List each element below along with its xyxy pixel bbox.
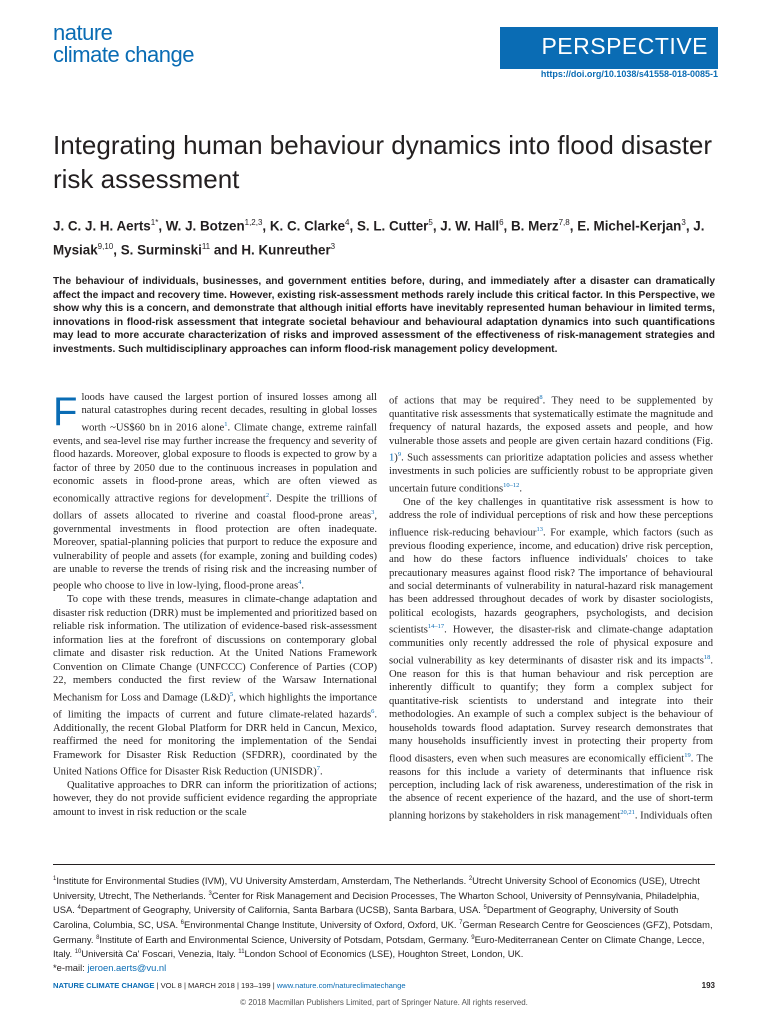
body-paragraph: Floods have caused the largest portion of insured losses among all natural catastrophes during recent decades, resulting in global losses worth ~US$60 bn in 2016 alone$^1$. Climate change, extreme rainfall events, and sea-level rise may further increase the frequency and severity of flood hazards. Moreover, global exposure to floods is expected to grow by a factor of three by 2050 due to the continuous increases in population and economic assets in flood-prone areas, which are often viewed as economically attractive regions for development$^2$. Despite the trillions of dollars of assets allocated to riverine and coastal flood-prone areas$^3$, governmental investments in flood protection are often inadequate. Moreover, spatial-planning policies that purport to reduce the exposure and vulnerability of people and assets (for example, zoning and building codes) are unable to reverse the trends of rising risk and the increasing number of people who choose to live in low-lying, flood-prone areas$^4$. <box>53 390 377 593</box>
affiliation-number: 9 <box>471 934 475 941</box>
figure-link[interactable]: 1 <box>389 452 395 464</box>
reference-mark[interactable]: 20,21 <box>620 808 635 816</box>
affiliation-number: 1 <box>53 876 57 882</box>
author-affiliation-mark: 4 <box>345 218 350 227</box>
body-column-left <box>53 391 377 819</box>
body-paragraph: Qualitative approaches to DRR can inform the prioritization of actions; however, they do not provide sufficient evidence regarding the appropriate amount to invest in risk reduction or the scale <box>53 779 377 818</box>
affiliation-number: 8 <box>96 934 100 941</box>
affiliation-number: 6 <box>180 919 184 926</box>
reference-mark[interactable]: 3 <box>371 508 375 516</box>
reference-mark[interactable]: 19 <box>684 751 691 759</box>
affiliation-number: 10 <box>74 949 82 956</box>
reference-mark[interactable]: 9 <box>397 451 402 459</box>
author-name: J. C. J. H. Aerts <box>53 218 151 234</box>
logo-line-2: climate change <box>53 42 194 67</box>
section-label: PERSPECTIVE <box>541 33 708 59</box>
author-affiliation-mark: 7,8 <box>558 218 570 227</box>
author-affiliation-mark: 3 <box>330 242 336 252</box>
drop-cap: F <box>53 390 78 434</box>
reference-mark[interactable]: 8 <box>539 394 543 401</box>
affiliation-divider <box>53 864 715 865</box>
author-name: E. Michel-Kerjan <box>577 218 682 234</box>
author-affiliation-mark: 6 <box>499 218 504 227</box>
journal-logo[interactable] <box>53 22 194 66</box>
logo-line-1: nature <box>53 20 113 45</box>
author-affiliation-mark: 3 <box>681 218 686 227</box>
reference-mark[interactable]: 4 <box>298 579 302 587</box>
article-title: Integrating human behaviour dynamics into flood disaster risk assessment <box>53 130 713 194</box>
reference-mark[interactable]: 10–12 <box>503 481 520 489</box>
affiliation-number: 3 <box>208 890 212 897</box>
affiliation-number: 4 <box>77 905 81 912</box>
reference-mark[interactable]: 14–17 <box>427 623 445 631</box>
author-name: J. Mysiak <box>53 218 705 258</box>
body-paragraph: One of the key challenges in quantitative risk assessment is how to address the role of individual perceptions of risk and how these perceptions influence risk-reducing behaviour$^{13}$. For example, which factors (such as previous flooding experience, income, and education) drive risk perception, and how do these factors influence individuals' choices to take precautionary measures against flood risk? The importance of behavioural and social determinants of vulnerability in natural-hazard risk management has been addressed throughout decades of work by disaster sociologists, political ecologists, hazards geographers, psychologists, and decision scientists$^{14-17}$. However, the disaster-risk and climate-change adaptation communities only recently addressed the role of physical exposure and social vulnerability as key determinants of disaster risk and its impacts$^{18}$. One reason for this is that human behaviour and risk perception are inherently difficult to quantify; they form a complex subject for quantitative-risk scientists to understand and integrate into their methodologies. An example of such a complex subject is the behaviour of households towards flood adaptation. Survey research demonstrates that many households insufficiently invest in protecting their property from flood disasters, even when such measures are economically efficient$^{19}$. The reasons for this include a variety of determinants that influence risk perception, including lack of risk awareness, underestimation of the risk in the absence of recent experience of the hazard, and the use of short-term planning horizons by stakeholders in risk management$^{20,21}$. Individuals often <box>389 496 714 822</box>
author-affiliation-mark: 1,2,3 <box>244 218 263 227</box>
author-name: S. L. Cutter <box>356 218 429 234</box>
body-paragraph: To cope with these trends, measures in climate-change adaptation and disaster risk reduction (DRR) must be implemented and prioritized based on reliable risk information. The utilization of evidence-based risk-assessment information lies at the forefront of discussions on contemporary global climate and disaster risk reduction. At the United Nations Framework Convention on Climate Change (UNFCCC) Conference of Parties (COP) 22, members conducted the first review of the Warsaw International Mechanism for Loss and Damage (L&D)$^5$, which highlights the importance of limiting the impacts of current and future climate-related hazards$^6$. Additionally, the recent Global Platform for DRR held in Cancun, Mexico, reaffirmed the need for monitoring the implementation of the Sendai Framework for Disaster Risk Reduction (SFDRR), coordinated by the United Nations Office for Disaster Risk Reduction (UNISDR)$^7$. <box>53 594 377 778</box>
footer-issue: | VOL 8 | MARCH 2018 | 193–199 | <box>154 981 277 990</box>
reference-mark[interactable]: 7 <box>316 764 320 772</box>
author-list: J. C. J. H. Aerts$^{1*}$, W. J. Botzen$^{1,2,3}$, K. C. Clarke$^4$, S. L. Cutter$^5$, J. W. Hall$^6$, B. Merz$^{7,8}$, E. Michel-Kerjan$^3$, J. Mysiak$^{9,10}$, S. Surminski$^{11}$ and H. Kunreuther$^3$ <box>53 218 705 258</box>
author-name: J. W. Hall <box>440 218 500 234</box>
affiliation-number: 11 <box>238 949 245 956</box>
author-affiliation-mark: 5 <box>428 218 433 227</box>
author-name: W. J. Botzen <box>165 218 245 234</box>
reference-mark[interactable]: 13 <box>536 525 543 533</box>
affiliation-number: 2 <box>468 876 473 882</box>
author-affiliation-mark: 1* <box>150 218 159 227</box>
footer-journal: NATURE CLIMATE CHANGE <box>53 981 155 990</box>
abstract: The behaviour of individuals, businesses, and government entities before, during, and immediately after a disaster can dramatically affect the impact and recovery time. However, existing risk-assessment methods rarely include this critical factor. In this Perspective, we show why this is a concern, and demonstrate that although initial efforts have inevitably represented human behaviour in limited terms, innovations in flood-risk assessment that integrate societal behaviour and behavioural adaptation dynamics into such quantifications may lead to more accurate characterization of risks and improved assessment of the effectiveness of risk-management strategies and investments. Such multidisciplinary approaches can inform flood-risk management policy development. <box>53 276 715 355</box>
affiliation-number: 7 <box>459 919 463 926</box>
copyright: © 2018 Macmillan Publishers Limited, part of Springer Nature. All rights reserved. <box>240 998 528 1007</box>
reference-mark[interactable]: 6 <box>371 707 375 715</box>
author-affiliation-mark: 9,10 <box>97 242 114 252</box>
reference-mark[interactable]: 2 <box>265 491 270 499</box>
body-paragraph: of actions that may be required$^8$. They need to be supplemented by quantitative risk assessments that systematically estimate the magnitude and frequency of natural hazards, the exposed assets and people, and how vulnerable those assets and people are given certain hazard conditions (Fig. 1)$^9$. Such assessments can prioritize adaptation policies and assess whether investments in such policies are sufficiently robust to be appropriate given uncertain future conditions$^{10-12}$. <box>389 394 713 495</box>
page-number: 193 <box>701 981 715 990</box>
author-name: S. Surminski <box>120 242 202 258</box>
body-column-right <box>389 391 713 823</box>
section-banner <box>500 27 718 69</box>
affiliation-text: $^1$Institute for Environmental Studies (IVM), VU University Amsterdam, Amsterdam, The Netherlands. $^2$Utrecht University School of Economics (USE), Utrecht University, Utrecht, The Netherlands. $^3$Center for Risk Management and Decision Processes, The Wharton School, University of Pennsylvania, Philadelphia, USA. $^4$Department of Geography, University of California, Santa Barbara (UCSB), Santa Barbara, USA. $^5$Department of Geography, University of South Carolina, Columbia, SC, USA. $^6$Environmental Change Institute, University of Oxford, Oxford, UK. $^7$German Research Centre for Geosciences (GFZ), Potsdam, Germany. $^8$Institute of Earth and Environmental Science, University of Potsdam, Potsdam, Germany. $^9$Euro-Mediterranean Center on Climate Change, Lecce, Italy. $^{10}$Università Ca' Foscari, Venezia, Italy. $^{11}$London School of Economics (LSE), Houghton Street, London, UK. <box>53 875 713 960</box>
footer-url[interactable]: www.nature.com/natureclimatechange <box>276 981 406 990</box>
affiliations <box>53 873 715 974</box>
author-name: K. C. Clarke <box>269 218 346 234</box>
doi-link[interactable]: https://doi.org/10.1038/s41558-018-0085-1 <box>540 69 718 79</box>
author-name: H. Kunreuther <box>241 242 331 258</box>
affiliation-number: 5 <box>483 905 487 912</box>
author-name: B. Merz <box>510 218 559 234</box>
footer-citation <box>53 981 406 990</box>
email-link[interactable]: jeroen.aerts@vu.nl <box>87 961 167 973</box>
reference-mark[interactable]: 18 <box>703 653 711 661</box>
author-affiliation-mark: 11 <box>201 242 211 252</box>
reference-mark[interactable]: 5 <box>230 690 234 698</box>
email-label: *e-mail: <box>53 961 88 973</box>
reference-mark[interactable]: 1 <box>224 420 228 428</box>
